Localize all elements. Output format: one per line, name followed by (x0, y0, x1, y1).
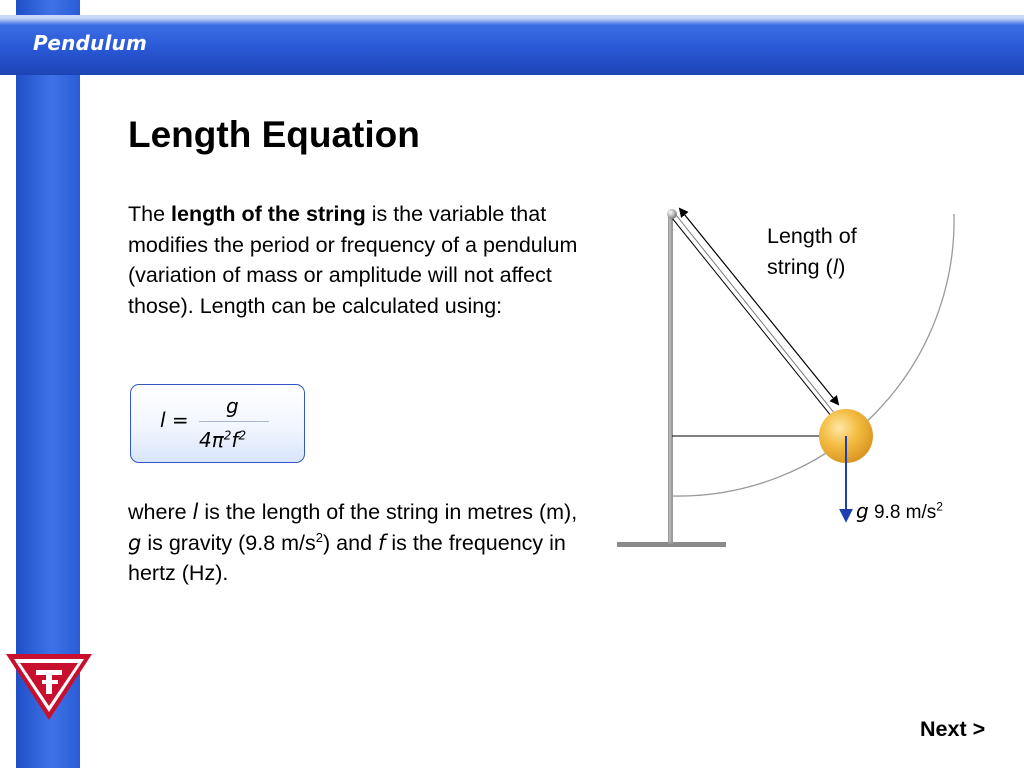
equation-denominator: $4\pi^2f^2$ (199, 428, 247, 452)
slide-title: Length Equation (128, 114, 420, 155)
company-logo-icon (6, 654, 92, 720)
next-button[interactable]: Next > (920, 717, 986, 741)
gravity-label: g 9.8 $m/s^2$ (856, 499, 943, 523)
length-of-string-label: Length of string (l) (767, 224, 857, 279)
emphasis-length-of-string: length of the string (171, 202, 366, 226)
app-title: Pendulum (33, 31, 148, 55)
equation-lhs: l = (160, 408, 189, 432)
variables-paragraph: where l is the length of the string in metres (m), g is gravity (9.8 $m/s^2$) and f is the frequency in hertz (Hz). (128, 500, 578, 586)
intro-paragraph: The length of the string is the variable that modifies the period or frequency of a pendulum (variation of mass or amplitude will not affect those). Length can be calculated using: (128, 202, 578, 319)
equation-numerator: g (226, 394, 239, 418)
pivot-knob (667, 209, 677, 219)
